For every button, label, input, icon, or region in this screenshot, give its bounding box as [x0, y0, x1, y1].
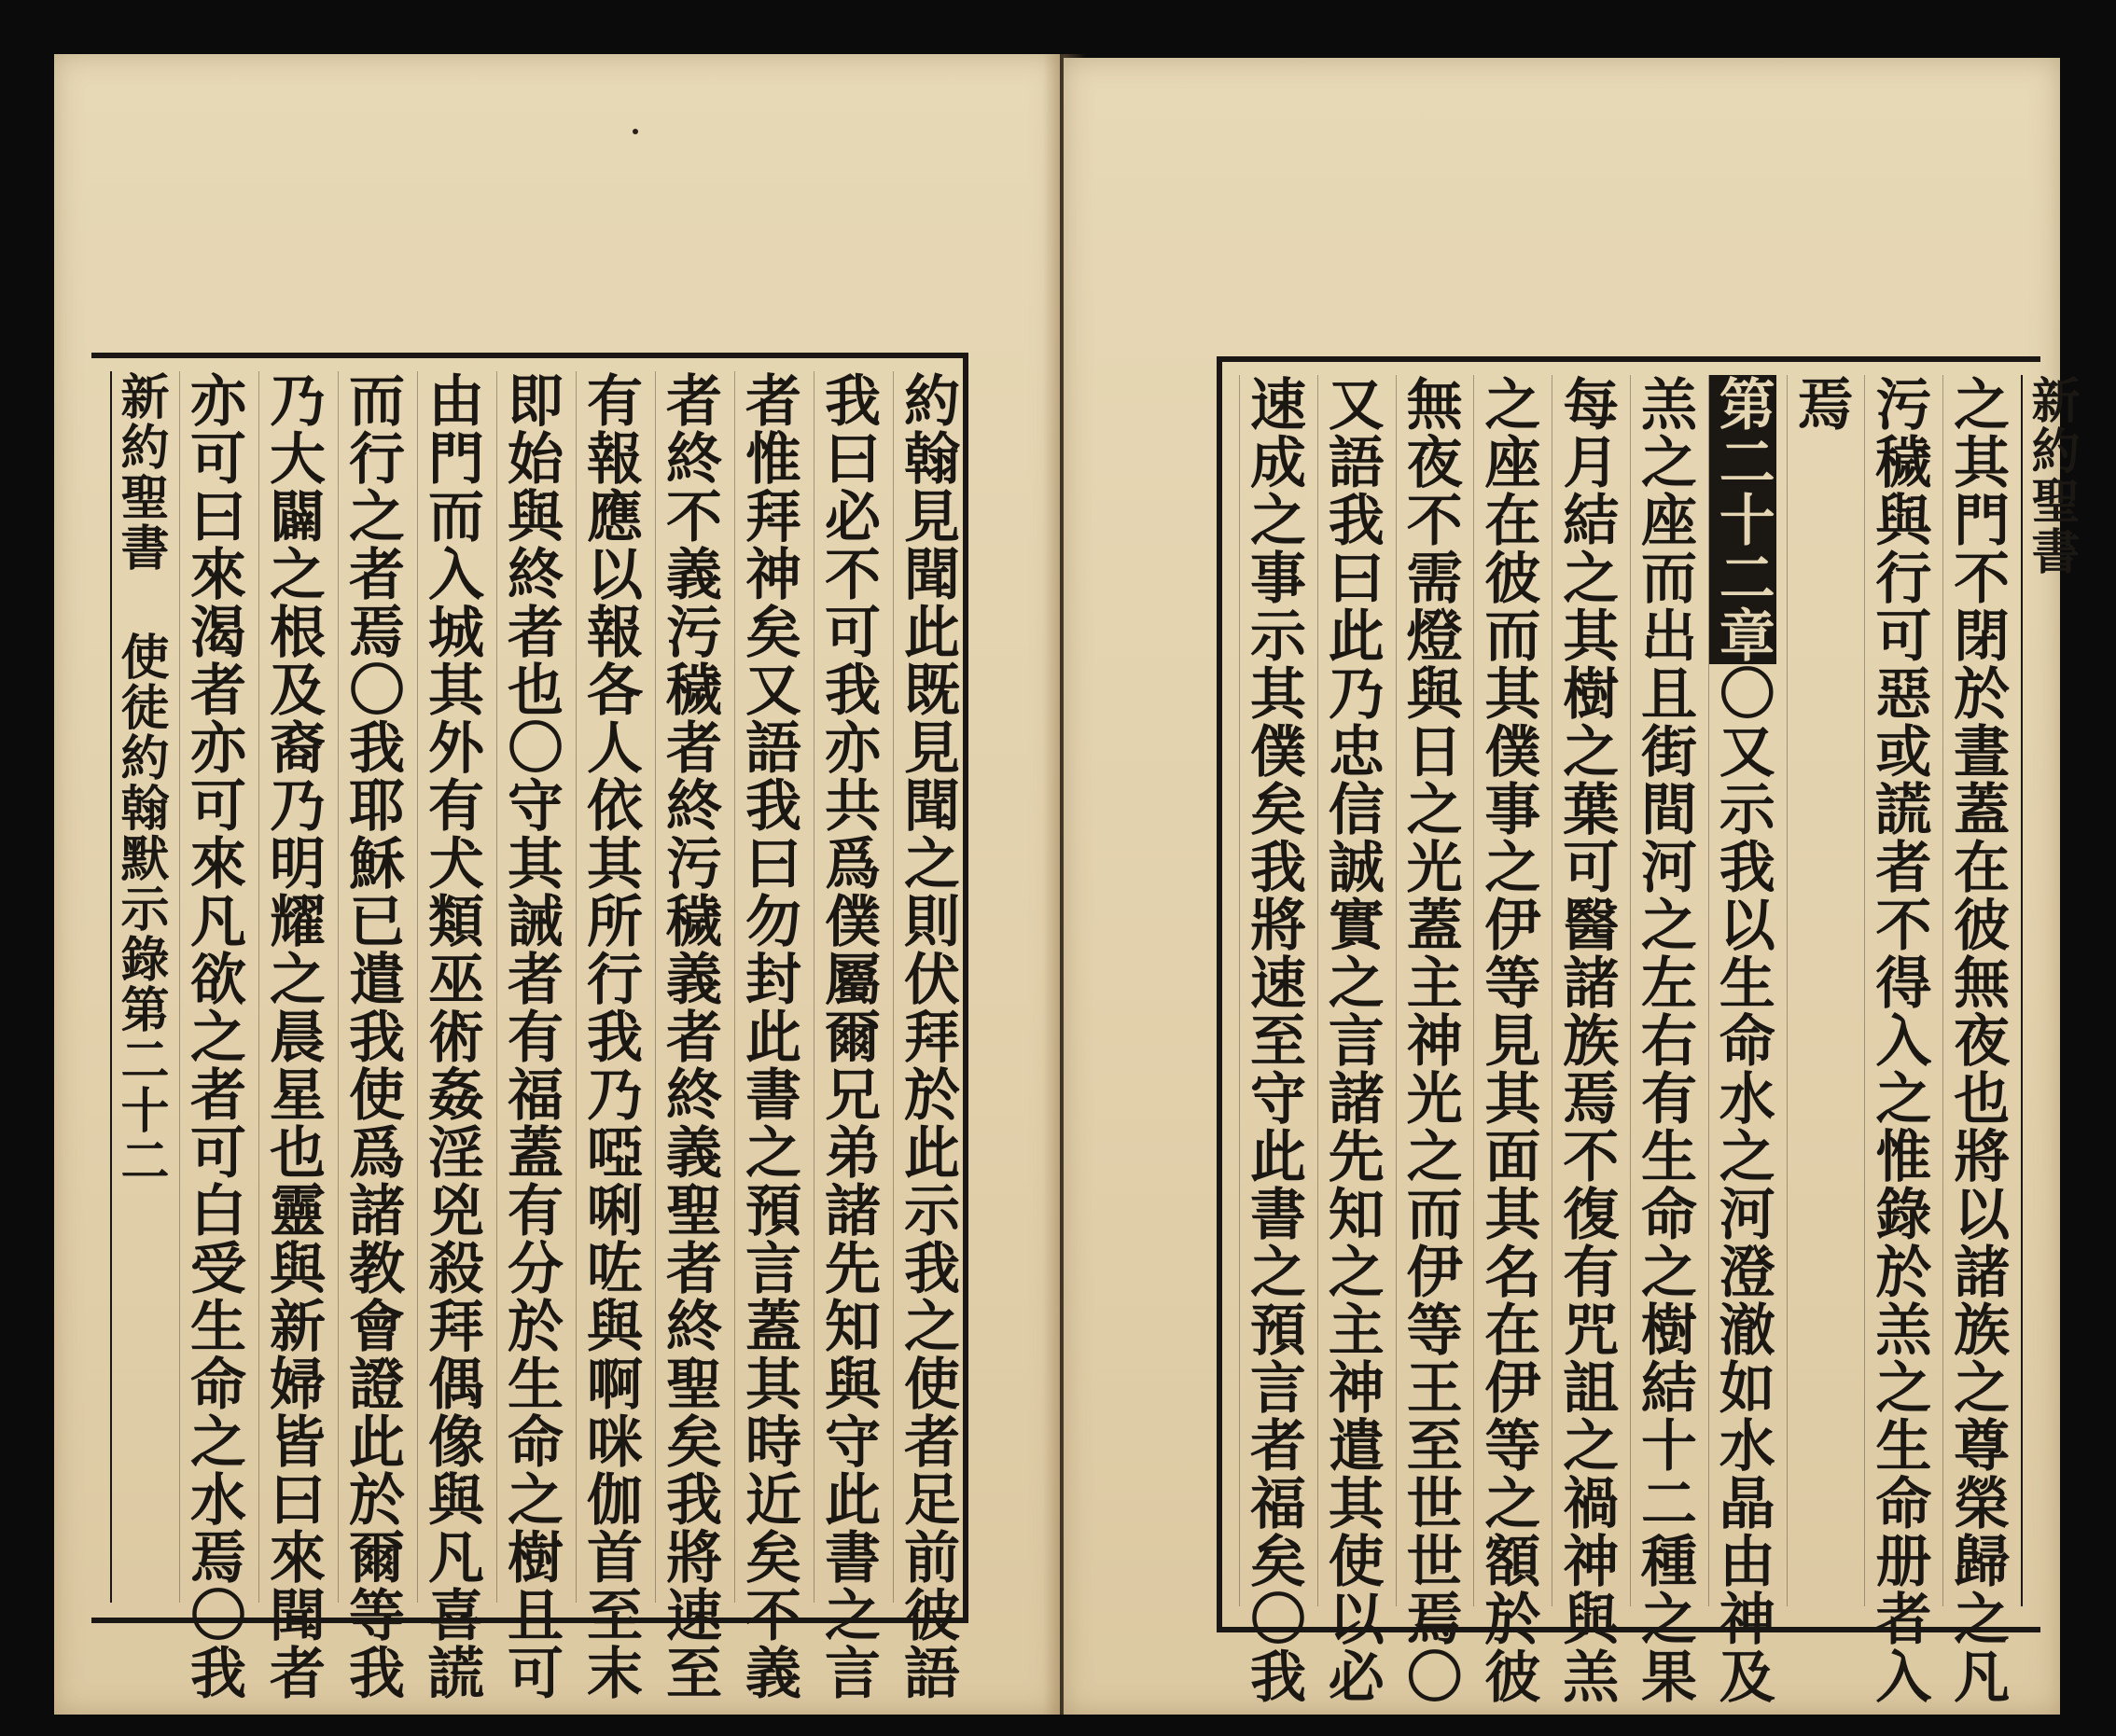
left-page-header: 新約聖書 使徒約翰默示錄第二十二: [110, 371, 168, 1603]
left-page: [54, 54, 1060, 1715]
left-column-5: 有報應以報各人依其所行我乃啞唎咗與啊咪伽首至末: [578, 371, 643, 1701]
left-column-10: 亦可曰來渴者亦可來凡欲之者可白受生命之水焉〇我: [181, 371, 246, 1701]
right-page: [1064, 58, 2080, 1715]
left-column-3: 者惟拜神矣又語我曰勿封此書之預言蓋其時近矣不義: [736, 371, 801, 1701]
right-page-header: 新約聖書: [2021, 375, 2079, 1606]
right-column-10: 速成之事示其僕矣我將速至守此書之預言者福矣〇我: [1241, 375, 1306, 1705]
right-column-9: 又語我曰此乃忠信誠實之言諸先知之主神遣其使以必: [1318, 375, 1385, 1705]
right-column-2: 污穢與行可惡或謊者不得入之惟錄於羔之生命册者入: [1866, 375, 1932, 1705]
right-column-6: 每月結之其樹之葉可醫諸族焉不復有咒詛之禍神與羔: [1553, 375, 1620, 1705]
right-column-4: [1708, 375, 1776, 1705]
left-column-7: 由門而入城其外有犬類巫術姦淫兇殺拜偶像與凡喜謊: [419, 371, 484, 1701]
right-column-7: 之座在彼而其僕事之伊等見其面其名在伊等之額於彼: [1475, 375, 1541, 1705]
left-column-6: 即始與終者也〇守其誡者有福蓋有分於生命之樹且可: [498, 371, 564, 1701]
right-column-5: 羔之座而出且街間河之左右有生命之樹結十二種之果: [1631, 375, 1697, 1705]
left-column-2: 我曰必不可我亦共爲僕屬爾兄弟諸先知與守此書之言: [815, 371, 881, 1701]
left-column-1: 約翰見聞此既見聞之則伏拜於此示我之使者足前彼語: [895, 371, 960, 1701]
right-text-block: [1239, 375, 2080, 1705]
left-column-9: 乃大闢之根及裔乃明耀之晨星也靈與新婦皆曰來聞者: [260, 371, 326, 1701]
chapter-heading: 第二十二章: [1709, 375, 1775, 664]
left-column-4: 者終不義污穢者終污穢義者終義聖者終聖矣我將速至: [657, 371, 722, 1701]
left-text-block: [110, 371, 961, 1701]
right-column-8: 無夜不需燈與日之光蓋主神光之而伊等王至世世焉〇: [1397, 375, 1463, 1705]
right-column-1: 之其門不閉於晝蓋在彼無夜也將以諸族之尊榮歸之凡: [1944, 375, 2011, 1705]
chapter-opening-text: 〇又示我以生命水之河澄澈如水晶由神及: [1709, 664, 1775, 1705]
right-column-3: 焉: [1787, 375, 1855, 1606]
left-column-8: 而行之者焉〇我耶穌已遣我使爲諸教會證此於爾等我: [340, 371, 405, 1701]
